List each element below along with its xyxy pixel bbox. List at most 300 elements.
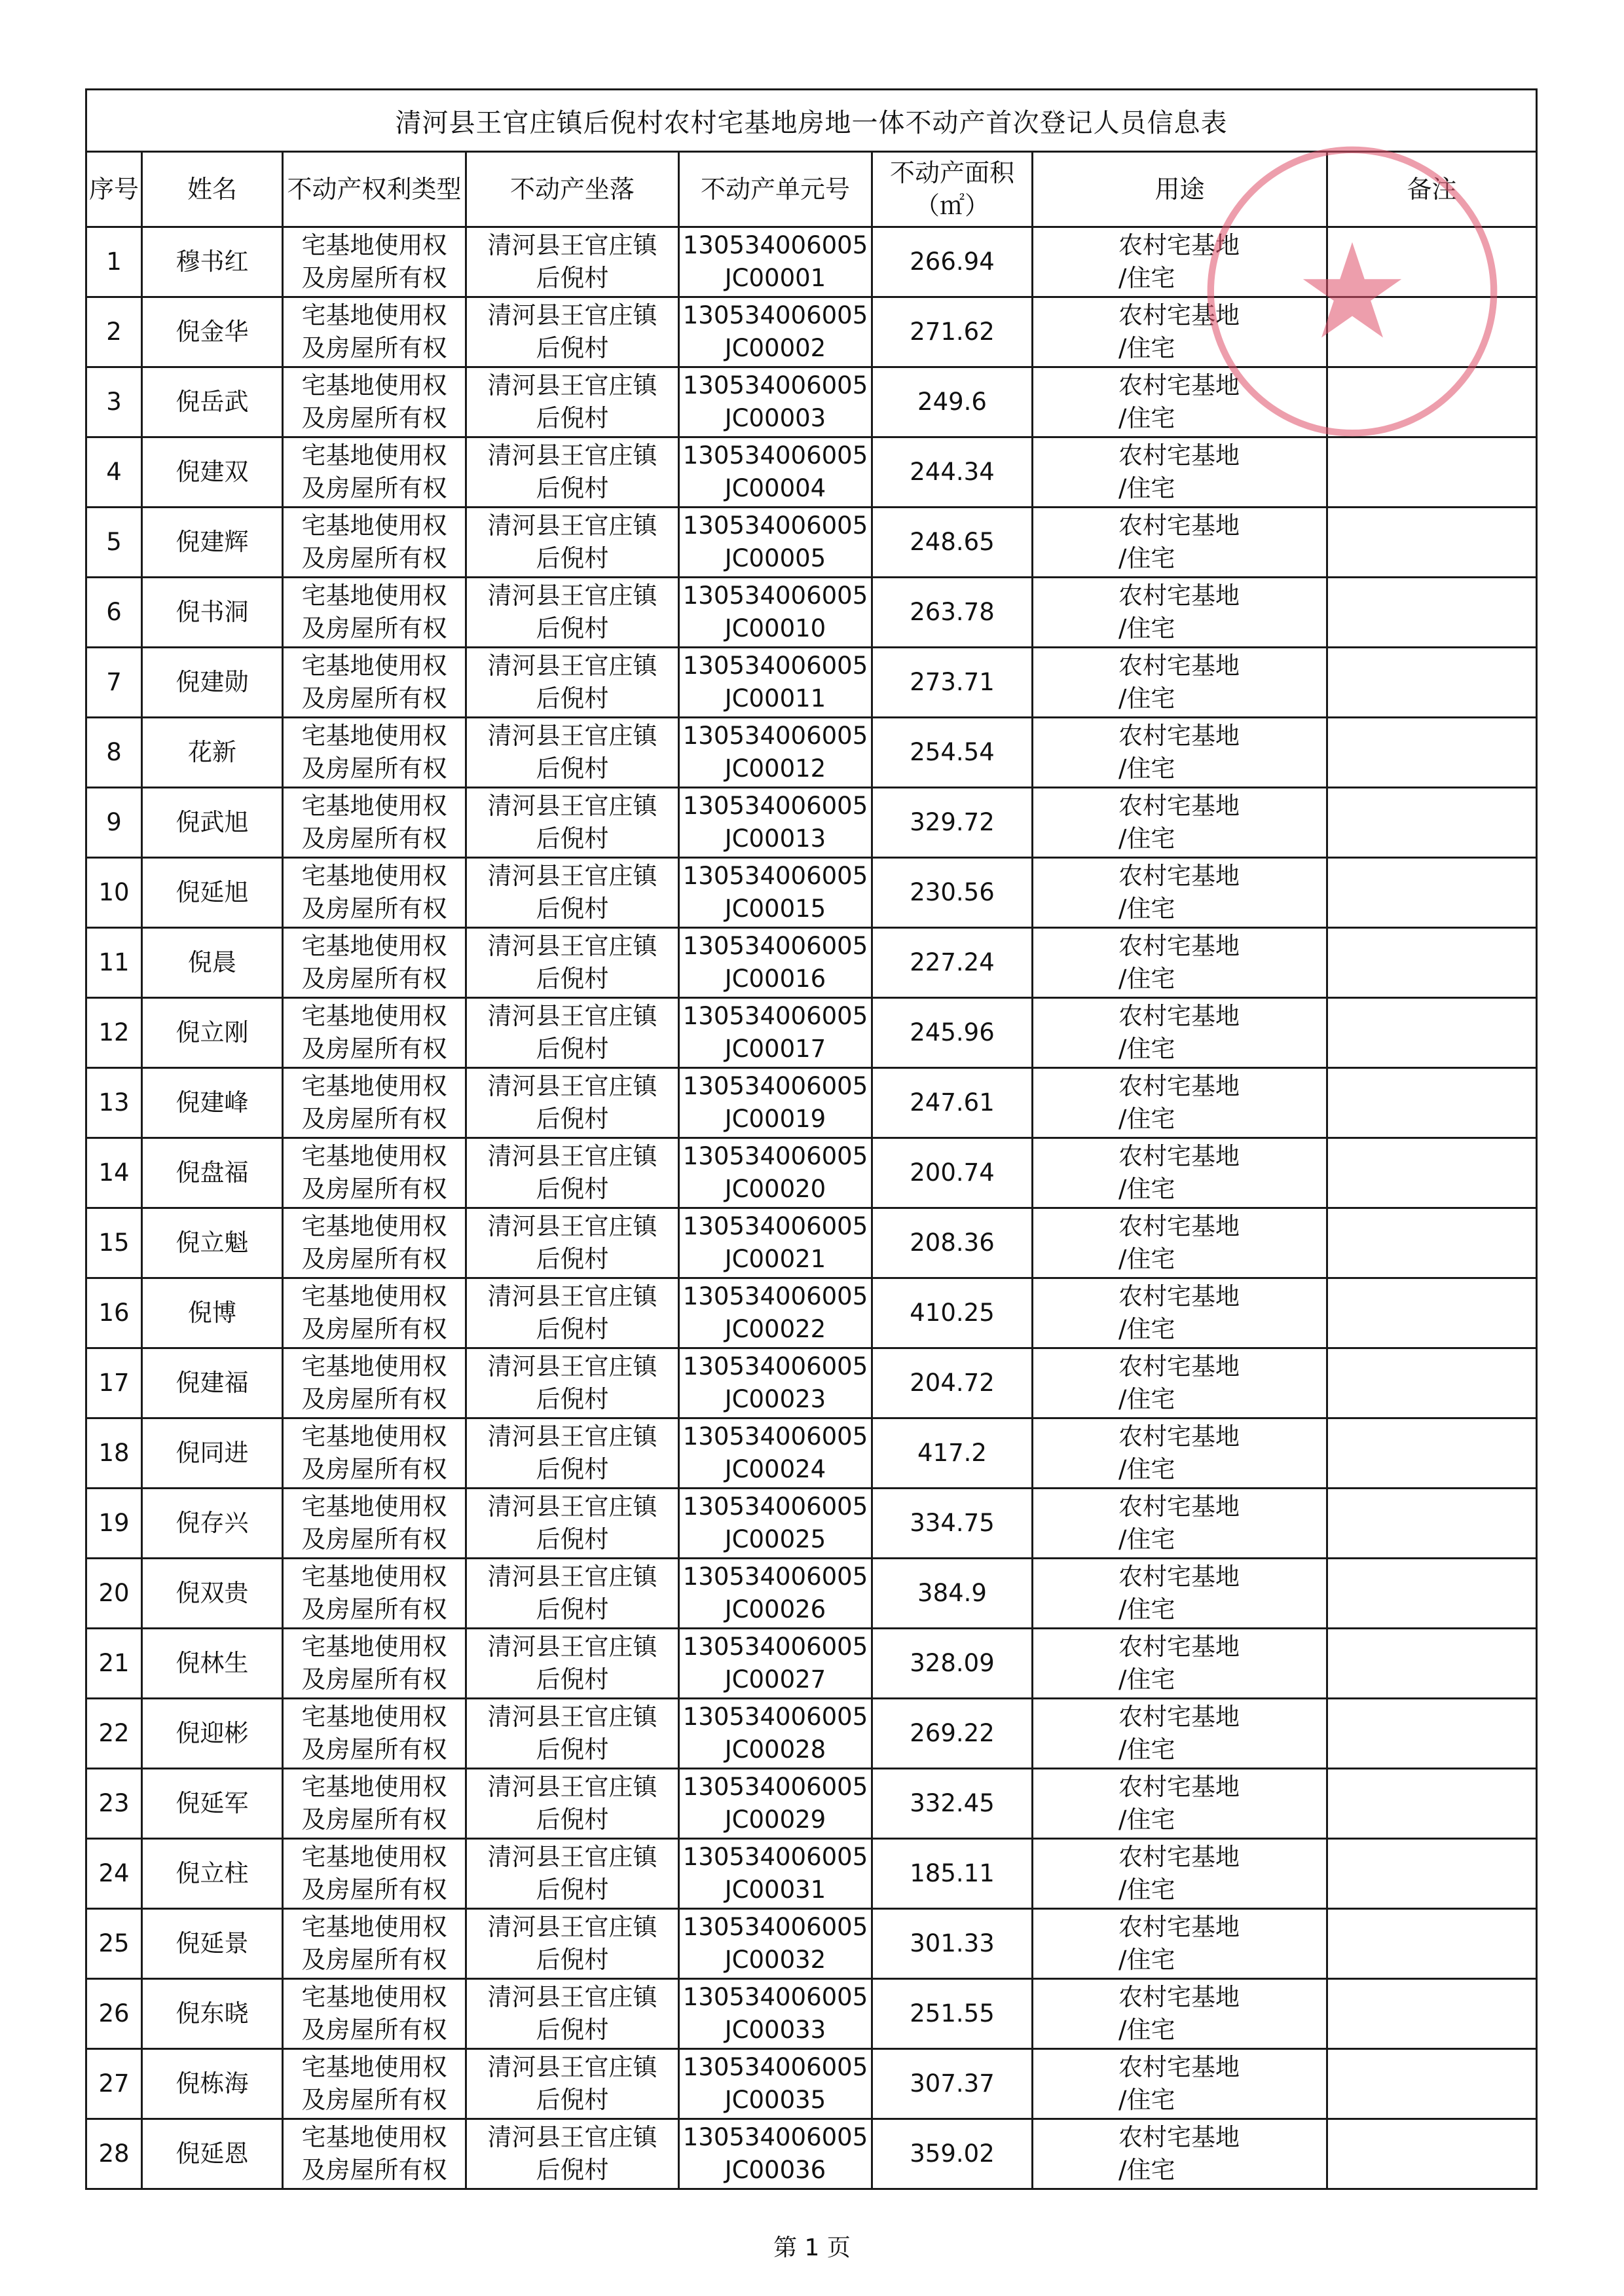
remark [1327, 1559, 1537, 1629]
location-line2: 后倪村 [536, 1175, 609, 1203]
unit-number-suffix: JC00003 [724, 404, 826, 432]
right-type [283, 1839, 466, 1909]
owner-name: 倪建辉 [142, 508, 283, 578]
table-row [86, 227, 1537, 297]
usage-line1: 农村宅基地 [1118, 1072, 1240, 1100]
unit-number-suffix: JC00020 [724, 1175, 826, 1203]
row-number: 15 [86, 1208, 142, 1278]
location-line1: 清河县王官庄镇 [487, 652, 657, 680]
property-location [466, 1418, 679, 1489]
usage-line1: 农村宅基地 [1118, 1352, 1240, 1380]
row-number: 24 [86, 1839, 142, 1909]
location-line1: 清河县王官庄镇 [487, 1563, 657, 1591]
property-location [466, 578, 679, 648]
usage [1033, 297, 1327, 367]
unit-number-prefix: 130534006005 [682, 2123, 868, 2151]
property-area: 384.9 [872, 1559, 1033, 1629]
right-type-line1: 宅基地使用权 [301, 932, 447, 960]
unit-number-suffix: JC00021 [724, 1245, 826, 1273]
property-area: 249.6 [872, 367, 1033, 437]
unit-number [679, 1348, 872, 1418]
owner-name: 倪博 [142, 1278, 283, 1348]
row-number: 21 [86, 1629, 142, 1699]
table-row [86, 1489, 1537, 1559]
right-type-line2: 及房屋所有权 [301, 1105, 447, 1133]
right-type [283, 367, 466, 437]
unit-number [679, 1629, 872, 1699]
right-type-line2: 及房屋所有权 [301, 1665, 447, 1694]
unit-number [679, 437, 872, 508]
unit-number-prefix: 130534006005 [682, 932, 868, 960]
right-type [283, 227, 466, 297]
usage [1033, 1138, 1327, 1208]
location-line1: 清河县王官庄镇 [487, 301, 657, 329]
right-type-line1: 宅基地使用权 [301, 301, 447, 329]
unit-number-prefix: 130534006005 [682, 1563, 868, 1591]
usage [1033, 508, 1327, 578]
property-area: 332.45 [872, 1769, 1033, 1839]
usage-line2: /住宅 [1118, 544, 1175, 572]
right-type-line1: 宅基地使用权 [301, 1352, 447, 1380]
usage-line2: /住宅 [1118, 2086, 1175, 2114]
unit-number-prefix: 130534006005 [682, 1002, 868, 1030]
usage [1033, 1909, 1327, 1979]
unit-number [679, 928, 872, 998]
remark [1327, 648, 1537, 718]
right-type-line1: 宅基地使用权 [301, 1983, 447, 2011]
unit-number-suffix: JC00011 [724, 684, 826, 713]
usage-line2: /住宅 [1118, 1175, 1175, 1203]
header-unit: 不动产单元号 [679, 152, 872, 227]
unit-number [679, 227, 872, 297]
unit-number-suffix: JC00028 [724, 1735, 826, 1764]
remark [1327, 2119, 1537, 2189]
location-line1: 清河县王官庄镇 [487, 1773, 657, 1801]
location-line1: 清河县王官庄镇 [487, 862, 657, 890]
right-type [283, 437, 466, 508]
row-number: 17 [86, 1348, 142, 1418]
unit-number [679, 367, 872, 437]
right-type [283, 1489, 466, 1559]
right-type-line2: 及房屋所有权 [301, 684, 447, 713]
unit-number-prefix: 130534006005 [682, 371, 868, 399]
location-line1: 清河县王官庄镇 [487, 1282, 657, 1310]
unit-number-suffix: JC00005 [724, 544, 826, 572]
usage [1033, 718, 1327, 788]
property-location [466, 2119, 679, 2189]
owner-name: 穆书红 [142, 227, 283, 297]
remark [1327, 1839, 1537, 1909]
owner-name: 倪延旭 [142, 858, 283, 928]
unit-number [679, 578, 872, 648]
right-type [283, 1138, 466, 1208]
owner-name: 倪建峰 [142, 1068, 283, 1138]
usage-line2: /住宅 [1118, 474, 1175, 502]
location-line1: 清河县王官庄镇 [487, 1492, 657, 1521]
location-line2: 后倪村 [536, 1946, 609, 1974]
unit-number [679, 1769, 872, 1839]
right-type [283, 1769, 466, 1839]
right-type-line2: 及房屋所有权 [301, 264, 447, 292]
right-type-line1: 宅基地使用权 [301, 511, 447, 540]
location-line1: 清河县王官庄镇 [487, 1633, 657, 1661]
usage-line1: 农村宅基地 [1118, 511, 1240, 540]
right-type [283, 578, 466, 648]
property-location [466, 998, 679, 1068]
remark [1327, 367, 1537, 437]
owner-name: 倪立魁 [142, 1208, 283, 1278]
location-line1: 清河县王官庄镇 [487, 722, 657, 750]
usage-line2: /住宅 [1118, 895, 1175, 923]
location-line2: 后倪村 [536, 754, 609, 783]
right-type [283, 788, 466, 858]
right-type-line1: 宅基地使用权 [301, 1142, 447, 1170]
right-type-line2: 及房屋所有权 [301, 1385, 447, 1413]
property-area: 359.02 [872, 2119, 1033, 2189]
right-type-line1: 宅基地使用权 [301, 862, 447, 890]
usage-line2: /住宅 [1118, 1315, 1175, 1343]
unit-number-suffix: JC00019 [724, 1105, 826, 1133]
unit-number-suffix: JC00001 [724, 264, 826, 292]
owner-name: 倪双贵 [142, 1559, 283, 1629]
remark [1327, 1909, 1537, 1979]
location-line2: 后倪村 [536, 1525, 609, 1553]
header-location: 不动产坐落 [466, 152, 679, 227]
property-area: 230.56 [872, 858, 1033, 928]
owner-name: 倪立柱 [142, 1839, 283, 1909]
registration-sheet [85, 88, 1536, 2190]
usage-line2: /住宅 [1118, 2016, 1175, 2044]
usage-line1: 农村宅基地 [1118, 1422, 1240, 1451]
usage [1033, 788, 1327, 858]
row-number: 2 [86, 297, 142, 367]
unit-number-prefix: 130534006005 [682, 301, 868, 329]
owner-name: 倪存兴 [142, 1489, 283, 1559]
unit-number [679, 2049, 872, 2119]
usage-line1: 农村宅基地 [1118, 582, 1240, 610]
unit-number-suffix: JC00031 [724, 1876, 826, 1904]
owner-name: 倪延军 [142, 1769, 283, 1839]
row-number: 7 [86, 648, 142, 718]
usage [1033, 998, 1327, 1068]
location-line2: 后倪村 [536, 1665, 609, 1694]
property-location [466, 1208, 679, 1278]
row-number: 4 [86, 437, 142, 508]
table-row [86, 2119, 1537, 2189]
unit-number-prefix: 130534006005 [682, 511, 868, 540]
unit-number-suffix: JC00027 [724, 1665, 826, 1694]
property-location [466, 1068, 679, 1138]
right-type-line2: 及房屋所有权 [301, 1175, 447, 1203]
row-number: 26 [86, 1979, 142, 2049]
unit-number-suffix: JC00016 [724, 965, 826, 993]
row-number: 8 [86, 718, 142, 788]
unit-number-prefix: 130534006005 [682, 1352, 868, 1380]
remark [1327, 1629, 1537, 1699]
property-location [466, 1559, 679, 1629]
owner-name: 倪迎彬 [142, 1699, 283, 1769]
usage-line2: /住宅 [1118, 1525, 1175, 1553]
row-number: 9 [86, 788, 142, 858]
location-line1: 清河县王官庄镇 [487, 792, 657, 820]
remark [1327, 1138, 1537, 1208]
location-line1: 清河县王官庄镇 [487, 932, 657, 960]
location-line2: 后倪村 [536, 1385, 609, 1413]
unit-number-suffix: JC00029 [724, 1805, 826, 1834]
location-line2: 后倪村 [536, 2086, 609, 2114]
row-number: 6 [86, 578, 142, 648]
row-number: 16 [86, 1278, 142, 1348]
remark [1327, 788, 1537, 858]
unit-number-prefix: 130534006005 [682, 1142, 868, 1170]
right-type-line1: 宅基地使用权 [301, 2053, 447, 2081]
row-number: 22 [86, 1699, 142, 1769]
usage-line2: /住宅 [1118, 334, 1175, 362]
right-type [283, 1348, 466, 1418]
property-area: 417.2 [872, 1418, 1033, 1489]
header-note: 备注 [1327, 152, 1537, 227]
location-line2: 后倪村 [536, 334, 609, 362]
usage [1033, 648, 1327, 718]
property-area: 204.72 [872, 1348, 1033, 1418]
unit-number-suffix: JC00010 [724, 614, 826, 642]
right-type [283, 1278, 466, 1348]
right-type-line1: 宅基地使用权 [301, 1843, 447, 1871]
remark [1327, 1979, 1537, 2049]
property-area: 334.75 [872, 1489, 1033, 1559]
location-line1: 清河县王官庄镇 [487, 2123, 657, 2151]
usage [1033, 1769, 1327, 1839]
unit-number-suffix: JC00012 [724, 754, 826, 783]
table-row [86, 437, 1537, 508]
property-area: 266.94 [872, 227, 1033, 297]
remark [1327, 1068, 1537, 1138]
property-location [466, 508, 679, 578]
right-type-line2: 及房屋所有权 [301, 614, 447, 642]
location-line1: 清河县王官庄镇 [487, 231, 657, 259]
usage-line1: 农村宅基地 [1118, 1703, 1240, 1731]
usage-line2: /住宅 [1118, 1735, 1175, 1764]
right-type-line1: 宅基地使用权 [301, 1072, 447, 1100]
location-line2: 后倪村 [536, 474, 609, 502]
right-type [283, 297, 466, 367]
row-number: 25 [86, 1909, 142, 1979]
property-location [466, 2049, 679, 2119]
usage [1033, 928, 1327, 998]
property-location [466, 1278, 679, 1348]
property-location [466, 297, 679, 367]
usage [1033, 1979, 1327, 2049]
usage-line2: /住宅 [1118, 404, 1175, 432]
table-row [86, 367, 1537, 437]
usage-line1: 农村宅基地 [1118, 1563, 1240, 1591]
right-type [283, 1559, 466, 1629]
table-row [86, 1418, 1537, 1489]
table-row [86, 788, 1537, 858]
location-line2: 后倪村 [536, 1315, 609, 1343]
unit-number-suffix: JC00002 [724, 334, 826, 362]
usage [1033, 1418, 1327, 1489]
remark [1327, 928, 1537, 998]
unit-number [679, 297, 872, 367]
usage-line2: /住宅 [1118, 264, 1175, 292]
usage [1033, 1629, 1327, 1699]
right-type [283, 1418, 466, 1489]
usage-line1: 农村宅基地 [1118, 1773, 1240, 1801]
right-type [283, 1068, 466, 1138]
right-type [283, 1909, 466, 1979]
usage-line2: /住宅 [1118, 1245, 1175, 1273]
location-line2: 后倪村 [536, 895, 609, 923]
location-line2: 后倪村 [536, 614, 609, 642]
unit-number-suffix: JC00022 [724, 1315, 826, 1343]
table-row [86, 1699, 1537, 1769]
property-area: 251.55 [872, 1979, 1033, 2049]
owner-name: 倪同进 [142, 1418, 283, 1489]
owner-name: 倪岳武 [142, 367, 283, 437]
right-type [283, 718, 466, 788]
unit-number-prefix: 130534006005 [682, 1422, 868, 1451]
location-line2: 后倪村 [536, 1735, 609, 1764]
location-line2: 后倪村 [536, 1245, 609, 1273]
remark [1327, 1769, 1537, 1839]
usage [1033, 1489, 1327, 1559]
unit-number-prefix: 130534006005 [682, 652, 868, 680]
location-line1: 清河县王官庄镇 [487, 1352, 657, 1380]
usage [1033, 2119, 1327, 2189]
right-type-line1: 宅基地使用权 [301, 2123, 447, 2151]
right-type-line2: 及房屋所有权 [301, 1315, 447, 1343]
right-type [283, 998, 466, 1068]
property-area: 301.33 [872, 1909, 1033, 1979]
property-location [466, 1629, 679, 1699]
unit-number-prefix: 130534006005 [682, 2053, 868, 2081]
property-location [466, 1699, 679, 1769]
unit-number [679, 1489, 872, 1559]
right-type-line2: 及房屋所有权 [301, 544, 447, 572]
usage [1033, 2049, 1327, 2119]
right-type [283, 2049, 466, 2119]
unit-number-prefix: 130534006005 [682, 1633, 868, 1661]
usage [1033, 1348, 1327, 1418]
property-location [466, 1348, 679, 1418]
header-type: 不动产权利类型 [283, 152, 466, 227]
location-line1: 清河县王官庄镇 [487, 511, 657, 540]
unit-number [679, 1138, 872, 1208]
location-line1: 清河县王官庄镇 [487, 1983, 657, 2011]
usage-line2: /住宅 [1118, 614, 1175, 642]
usage [1033, 858, 1327, 928]
table-row [86, 928, 1537, 998]
table-row [86, 1208, 1537, 1278]
usage-line1: 农村宅基地 [1118, 652, 1240, 680]
remark [1327, 297, 1537, 367]
table-row [86, 1979, 1537, 2049]
table-row [86, 2049, 1537, 2119]
unit-number-prefix: 130534006005 [682, 1773, 868, 1801]
owner-name: 倪建双 [142, 437, 283, 508]
registration-table [85, 88, 1538, 2190]
row-number: 12 [86, 998, 142, 1068]
property-area: 248.65 [872, 508, 1033, 578]
row-number: 14 [86, 1138, 142, 1208]
owner-name: 倪书洞 [142, 578, 283, 648]
usage-line2: /住宅 [1118, 1665, 1175, 1694]
unit-number-suffix: JC00036 [724, 2156, 826, 2184]
unit-number-suffix: JC00033 [724, 2016, 826, 2044]
table-row [86, 1278, 1537, 1348]
location-line2: 后倪村 [536, 404, 609, 432]
property-location [466, 1769, 679, 1839]
unit-number-prefix: 130534006005 [682, 1843, 868, 1871]
location-line2: 后倪村 [536, 1035, 609, 1063]
location-line1: 清河县王官庄镇 [487, 582, 657, 610]
property-location [466, 648, 679, 718]
right-type [283, 1979, 466, 2049]
unit-number [679, 858, 872, 928]
location-line1: 清河县王官庄镇 [487, 1422, 657, 1451]
unit-number [679, 1909, 872, 1979]
unit-number-suffix: JC00015 [724, 895, 826, 923]
property-area: 307.37 [872, 2049, 1033, 2119]
usage-line1: 农村宅基地 [1118, 371, 1240, 399]
right-type-line2: 及房屋所有权 [301, 895, 447, 923]
table-row [86, 1769, 1537, 1839]
location-line2: 后倪村 [536, 1595, 609, 1623]
remark [1327, 1699, 1537, 1769]
usage-line2: /住宅 [1118, 2156, 1175, 2184]
unit-number-prefix: 130534006005 [682, 722, 868, 750]
table-row [86, 1839, 1537, 1909]
usage-line1: 农村宅基地 [1118, 2123, 1240, 2151]
usage [1033, 1068, 1327, 1138]
property-area: 410.25 [872, 1278, 1033, 1348]
location-line2: 后倪村 [536, 684, 609, 713]
owner-name: 倪延恩 [142, 2119, 283, 2189]
unit-number [679, 1278, 872, 1348]
unit-number-suffix: JC00035 [724, 2086, 826, 2114]
usage-line1: 农村宅基地 [1118, 1142, 1240, 1170]
remark [1327, 437, 1537, 508]
unit-number [679, 998, 872, 1068]
page-number: 第 1 页 [773, 2234, 851, 2261]
remark [1327, 858, 1537, 928]
unit-number-prefix: 130534006005 [682, 1983, 868, 2011]
usage-line1: 农村宅基地 [1118, 1843, 1240, 1871]
location-line2: 后倪村 [536, 1455, 609, 1483]
right-type-line1: 宅基地使用权 [301, 792, 447, 820]
row-number: 3 [86, 367, 142, 437]
property-location [466, 1979, 679, 2049]
property-area: 269.22 [872, 1699, 1033, 1769]
row-number: 18 [86, 1418, 142, 1489]
remark [1327, 1418, 1537, 1489]
location-line2: 后倪村 [536, 824, 609, 853]
usage [1033, 367, 1327, 437]
property-area: 245.96 [872, 998, 1033, 1068]
table-row [86, 1138, 1537, 1208]
usage-line2: /住宅 [1118, 684, 1175, 713]
usage-line2: /住宅 [1118, 1946, 1175, 1974]
right-type-line2: 及房屋所有权 [301, 2086, 447, 2114]
unit-number [679, 1559, 872, 1629]
row-number: 27 [86, 2049, 142, 2119]
right-type-line1: 宅基地使用权 [301, 1913, 447, 1941]
right-type-line1: 宅基地使用权 [301, 231, 447, 259]
row-number: 5 [86, 508, 142, 578]
right-type-line2: 及房屋所有权 [301, 754, 447, 783]
location-line2: 后倪村 [536, 1105, 609, 1133]
